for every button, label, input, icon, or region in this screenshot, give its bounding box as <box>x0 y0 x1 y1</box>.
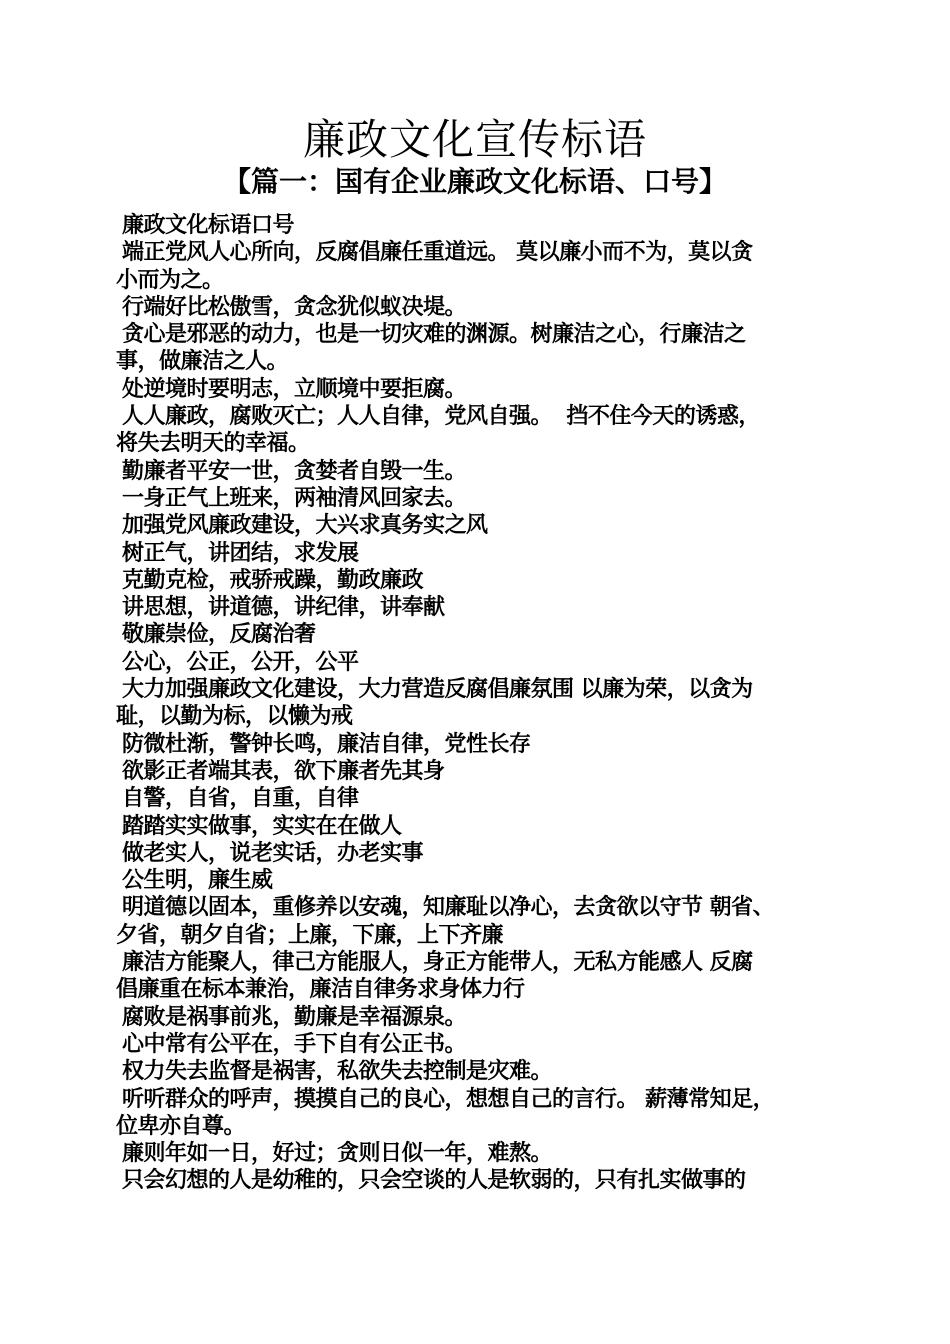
slogan-line: 自警，自省，自重，自律 <box>122 786 359 812</box>
slogan-line: 加强党风廉政建设，大兴求真务实之风 <box>122 513 488 539</box>
slogan-line: 公心，公正，公开，公平 <box>122 649 359 675</box>
slogan-line: 将失去明天的幸福。 <box>116 431 310 457</box>
slogan-line: 夕省，朝夕自省；上廉，下廉，上下齐廉 <box>116 922 504 948</box>
slogan-line: 廉政文化标语口号 <box>122 213 295 238</box>
slogan-line: 人人廉政，腐败灭亡；人人自律，党风自强。 挡不住今天的诱惑， <box>122 404 760 430</box>
slogan-line: 贪心是邪恶的动力，也是一切灾难的渊源。树廉洁之心，行廉洁之 <box>122 322 746 348</box>
slogan-line: 小而为之。 <box>116 267 224 293</box>
slogan-line: 处逆境时要明志，立顺境中要拒腐。 <box>122 376 467 402</box>
slogan-line: 树正气，讲团结，求发展 <box>122 540 359 566</box>
slogan-line: 听听群众的呼声，摸摸自己的良心，想想自己的言行。 薪薄常知足， <box>122 1086 775 1112</box>
slogan-line: 腐败是祸事前兆，勤廉是幸福源泉。 <box>122 1004 467 1030</box>
slogan-line: 踏踏实实做事，实实在在做人 <box>122 813 402 839</box>
slogan-line: 廉则年如一日，好过；贪则日似一年，难熬。 <box>122 1141 553 1167</box>
slogan-line: 欲影正者端其表，欲下廉者先其身 <box>122 758 445 784</box>
slogan-list <box>116 212 838 1195</box>
slogan-line: 公生明，廉生威 <box>122 868 273 894</box>
slogan-line: 行端好比松傲雪，贪念犹似蚁决堤。 <box>122 294 467 320</box>
document-subtitle: 【篇一：国有企业廉政文化标语、口号】 <box>222 165 727 198</box>
slogan-line: 明道德以固本，重修养以安魂，知廉耻以净心，去贪欲以守节 朝省、 <box>122 895 775 921</box>
slogan-line: 大力加强廉政文化建设，大力营造反腐倡廉氛围 以廉为荣，以贪为 <box>122 677 753 703</box>
slogan-line: 倡廉重在标本兼治，廉洁自律务求身体力行 <box>116 977 525 1003</box>
slogan-line: 端正党风人心所向，反腐倡廉任重道远。 莫以廉小而不为，莫以贪 <box>122 240 753 266</box>
slogan-line: 只会幻想的人是幼稚的，只会空谈的人是软弱的，只有扎实做事的 <box>122 1168 746 1194</box>
slogan-line: 克勤克检，戒骄戒躁，勤政廉政 <box>122 567 424 593</box>
slogan-line: 做老实人，说老实话，办老实事 <box>122 840 424 866</box>
slogan-line: 讲思想，讲道德，讲纪律，讲奉献 <box>122 595 445 621</box>
document-title: 廉政文化宣传标语 <box>302 115 647 164</box>
slogan-line: 事，做廉洁之人。 <box>116 349 289 375</box>
slogan-line: 耻，以勤为标，以懒为戒 <box>116 704 353 730</box>
slogan-line: 一身正气上班来，两袖清风回家去。 <box>122 485 467 511</box>
slogan-line: 权力失去监督是祸害，私欲失去控制是灾难。 <box>122 1059 553 1085</box>
slogan-line: 心中常有公平在，手下自有公正书。 <box>122 1031 467 1057</box>
slogan-line: 勤廉者平安一世，贪婪者自毁一生。 <box>122 458 467 484</box>
slogan-line: 防微杜渐，警钟长鸣，廉洁自律，党性长存 <box>122 731 531 757</box>
slogan-line: 敬廉崇俭，反腐治奢 <box>122 622 316 648</box>
slogan-line: 廉洁方能聚人，律己方能服人，身正方能带人，无私方能感人 反腐 <box>122 950 753 976</box>
slogan-line: 位卑亦自尊。 <box>116 1113 246 1139</box>
